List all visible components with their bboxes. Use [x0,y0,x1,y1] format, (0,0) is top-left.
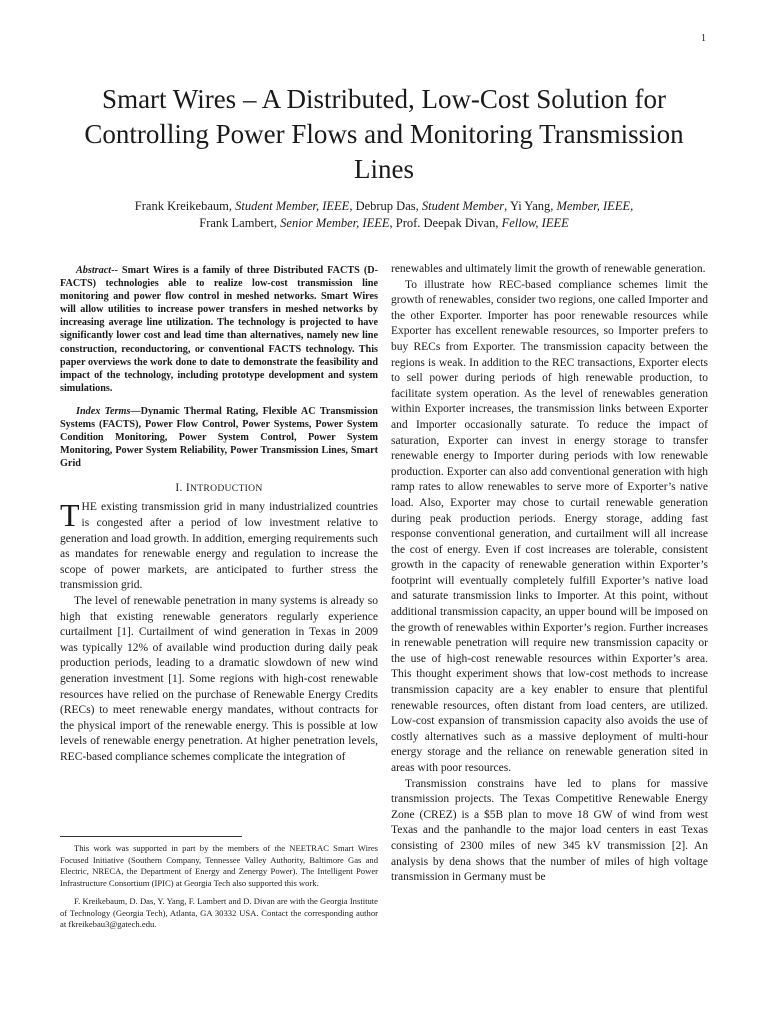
author-role: Student Member [421,199,505,213]
abstract [60,264,378,395]
author-role: Senior Member, IEEE [280,216,390,230]
intro-paragraph-1-text: HE existing transmission grid in many industrialized countries is congested after a period of low investment relative to generation and load growth. In addition, emerging requirements such as mandates for renewable energy and regulation to increase the scope of power markets, are anticipated to further stress the transmission grid. [60,501,378,592]
paper-title: Smart Wires – A Distributed, Low-Cost Solution for Controlling Power Flows and Monitoring Transmission Lines [84,84,684,184]
author-name: , Yi Yang, [504,199,557,213]
author-line-2 [60,215,708,232]
left-column [60,264,378,766]
author-role: Member, IEEE, [556,199,634,213]
footnote-divider [60,836,242,837]
section-title-initial: I [185,482,191,495]
index-terms-text: —Dynamic Thermal Rating, Flexible AC Transmission Systems (FACTS), Power Flow Control, Power Systems, Power System Condition Monitoring, Power System Control, Power System Monitoring, Power System Reliability, Power Transmission Lines, Smart Grid [60,405,378,470]
author-line-1 [60,198,708,215]
index-terms [60,405,378,470]
index-terms-label: Index Terms [76,405,131,417]
section-heading [60,482,378,494]
body-paragraph: Transmission constrains have led to plans for massive transmission projects. The Texas Competitive Renewable Energy Zone (CREZ) is a $5B plan to move 18 GW of wind from west Texas and the panhandle to the major load centers in east Texas consisting of 2300 miles of new 345 kV transmission [2]. An analysis by dena shows that the number of miles of high voltage transmission in Germany must be [391,777,708,884]
section-title-rest: NTRODUCTION [190,483,263,495]
author-role: Fellow, IEEE [501,216,569,230]
abstract-text: -- Smart Wires is a family of three Distributed FACTS (D-FACTS) technologies able to realize low-cost transmission line monitoring and power flow control in meshed networks. Smart Wires will allow utilities to increase power transfers in meshed networks by increasing average line utilization. The technology is projected to have significantly lower cost and lead time than alternatives, namely new line construction, reconductoring, or conventional FACTS technology. This paper overviews the work done to date to demonstrate the feasibility and impact of the technology, including prototype development and system simulations. [60,265,378,394]
page-number: 1 [701,33,706,44]
body-paragraph: To illustrate how REC-based compliance schemes limit the growth of renewables, consider two regions, one called Importer and the other Exporter. Importer has poor renewable resources while Exporter has excellent renewable resources, so Importer prefers to buy RECs from Exporter. The transmission capacity between the regions is weak. In addition to the REC transactions, Exporter elects to sell power during periods of high renewable production, to facilitate system operation. As the level of renewables generation within Exporter increases, the transmission links between Exporter and Importer occasionally saturate. To reduce the impact of saturation, Exporter can invest in energy storage to transfer renewable energy to Importer during periods with low renewable production. Exporter can also add conventional generation with high ramp rates to allow renewables to serve more of Exporter’s native load. Also, Exporter may chose to curtail renewable generation during peak production periods. Energy storage, adding fast response conventional generation, and curtailment will all increase the cost of energy. Even if cost increases are tolerable, consistent growth in the capacity of renewable generation within Exporter’s footprint will eventually completely fulfill Exporter’s native load and saturate transmission links to Importer. At this point, without additional transmission capacity, an upper bound will be imposed on the growth of renewables within Exporter’s region. Further increases in renewable penetration will require new transmission capacity or the use of high-cost renewable resources within Exporter’s area. This thought experiment shows that low-cost methods to increase transmission capacity are a key enabler to ensure that plentiful renewable resources, often distant from load centers, are utilized. Low-cost expansion of transmission capacity also avoids the use of costly alternatives such as a massive deployment of multi-hour energy storage and the reliance on renewable generation sited in areas with poor resources. [391,278,708,774]
author-name: , Prof. Deepak Divan, [389,216,502,230]
footnotes [60,843,378,937]
author-name: Frank Kreikebaum, [134,199,236,213]
author-name: Frank Lambert, [199,216,281,230]
footnote-affiliation: F. Kreikebaum, D. Das, Y. Yang, F. Lambert and D. Divan are with the Georgia Institute of Technology (Georgia Tech), Atlanta, GA 30332 USA. Contact the corresponding author at fkreikebau3@gatech.edu. [60,895,378,930]
section-numeral: I. [175,482,183,495]
footnote-funding: This work was supported in part by the members of the NEETRAC Smart Wires Focused Initiative (Southern Company, Tennessee Valley Authority, Baltimore Gas and Electric, NRECA, the Department of Energy and Zenergy Power). The Intelligent Power Infrastructure Consortium (IPIC) at Georgia Tech also supported this work. [60,843,378,889]
intro-paragraph-1 [60,497,378,594]
abstract-label: Abstract [76,265,112,276]
intro-paragraph-2: The level of renewable penetration in many systems is already so high that existing renewable generators regularly experience curtailment [1]. Curtailment of wind generation in Texas in 2009 was typically 12% of available wind production during daily peak production periods, leading to a dramatic slowdown of new wind generation investment [1]. Some regions with high-cost renewable resources have relied on the purchase of Renewable Energy Credits (RECs) to meet renewable energy mandates, without contracts for the physical import of the renewable energy. This is possible at low levels of renewable energy penetration. At higher penetration levels, REC-based compliance schemes complicate the integration of [60,594,378,763]
drop-cap: T [60,497,80,534]
continued-paragraph: renewables and ultimately limit the growth of renewable generation. [391,263,706,275]
author-name: , Debrup Das, [349,199,422,213]
author-role: Student Member, IEEE [235,199,350,213]
author-list [60,198,708,232]
right-column [391,262,708,886]
